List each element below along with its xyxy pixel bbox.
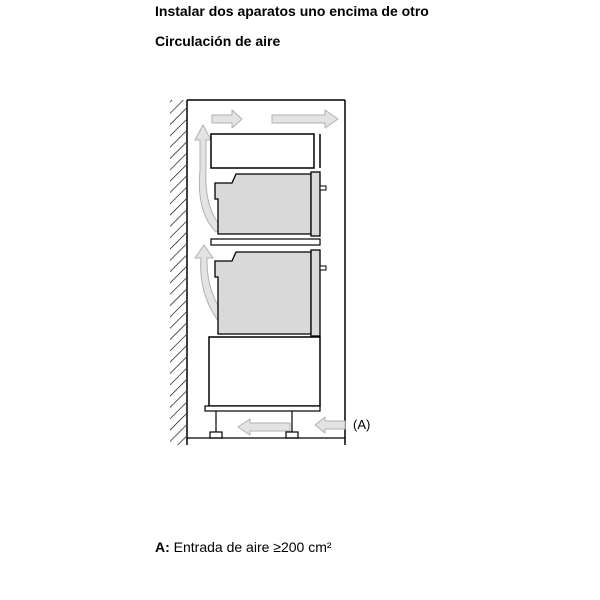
wall-hatching-icon — [170, 100, 186, 445]
legend — [155, 539, 332, 555]
airflow-arrow-icon — [272, 110, 338, 128]
wall — [170, 100, 187, 445]
airflow-arrow-icon — [212, 110, 242, 128]
lower-oven-door — [311, 250, 320, 336]
legend-key: A: — [155, 539, 170, 555]
upper-oven-door — [311, 172, 320, 236]
upper-oven — [215, 172, 326, 236]
air-inlet-callout: (A) — [353, 417, 371, 432]
upper-oven-body — [215, 174, 311, 234]
airflow-arrow-icon — [315, 417, 345, 433]
lower-oven-body — [215, 252, 311, 334]
lower-oven — [215, 250, 326, 336]
right-foot-base — [286, 432, 298, 438]
left-foot-base — [210, 432, 222, 438]
page-title: Instalar dos aparatos uno encima de otro — [155, 3, 429, 19]
middle-shelf — [211, 239, 320, 245]
lower-oven-handle — [320, 266, 326, 270]
cabinet-plinth-rail — [205, 406, 320, 411]
top-cabinet-box — [211, 134, 314, 168]
upper-oven-handle — [320, 186, 326, 190]
airflow-arrow-icon — [238, 419, 290, 435]
section-subtitle: Circulación de aire — [155, 33, 281, 49]
legend-text: Entrada de aire ≥200 cm² — [169, 539, 332, 555]
bottom-cabinet-box — [209, 337, 320, 406]
